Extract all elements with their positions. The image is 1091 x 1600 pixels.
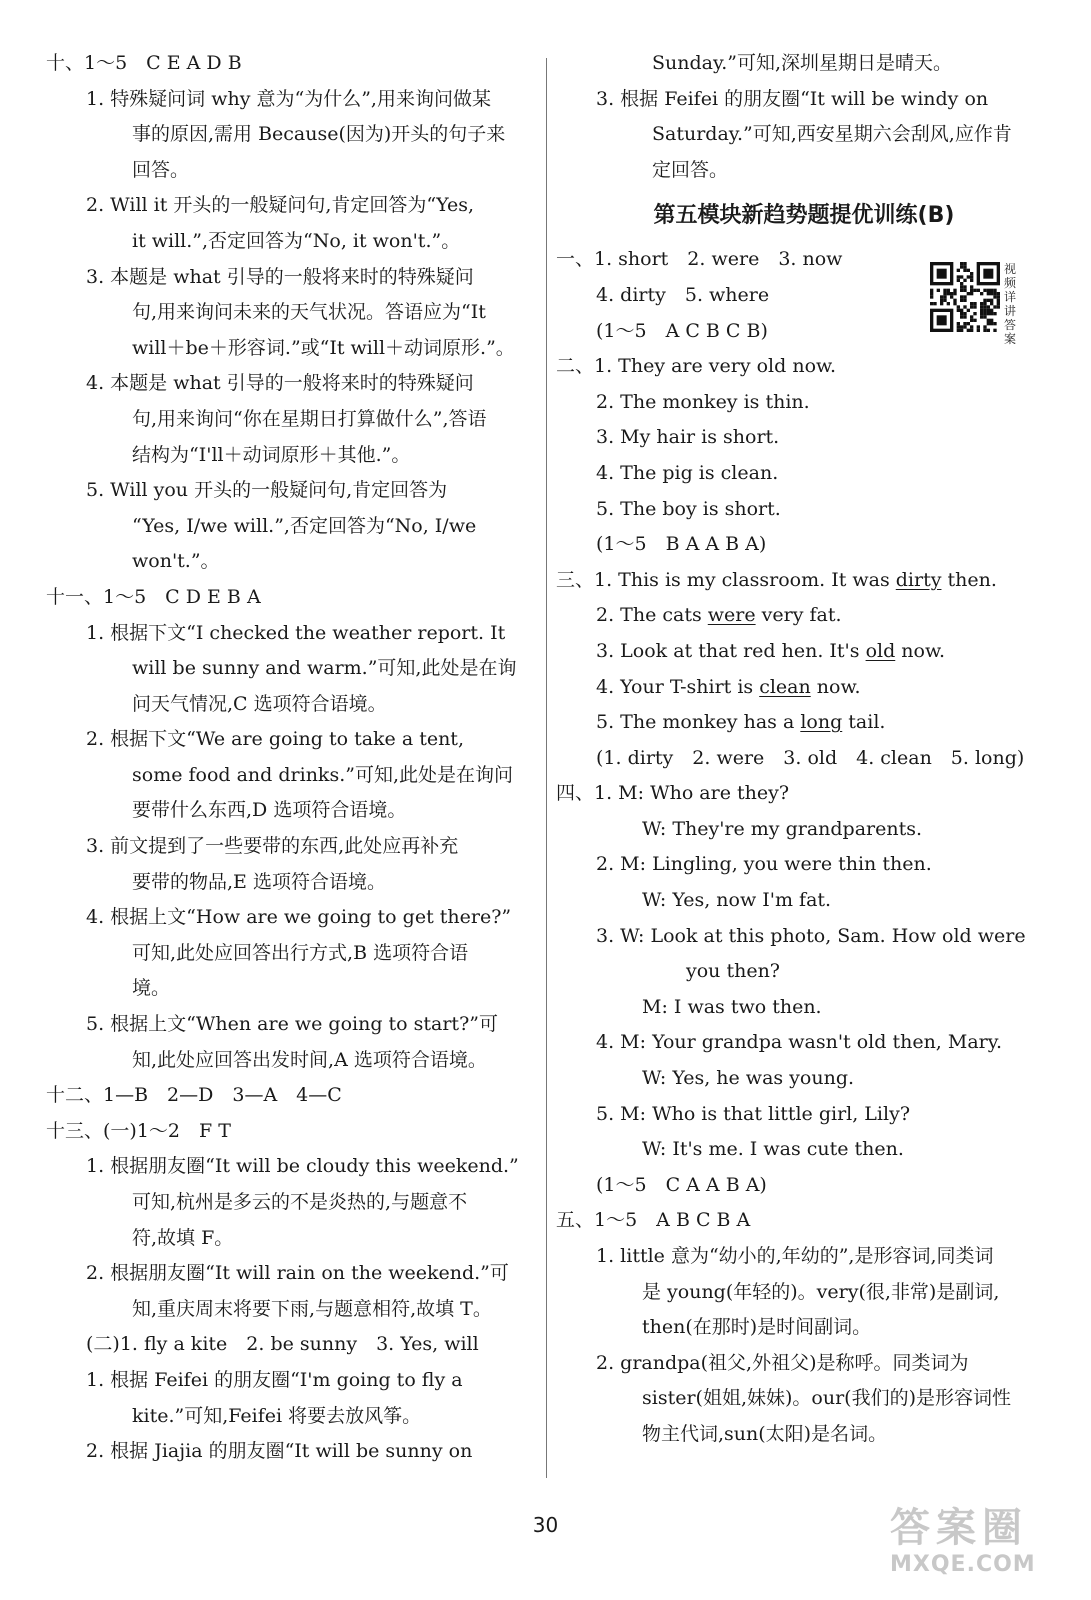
text-line: 5. Will you 开头的一般疑问句,肯定回答为	[86, 479, 448, 502]
watermark-logo	[890, 1505, 1070, 1579]
watermark-domain: MXQE.COM	[890, 1552, 1036, 1577]
line-text: very fat.	[755, 604, 842, 627]
text-line: 句,用来询问“你在星期日打算做什么”,答语	[132, 407, 487, 430]
line-text: now.	[895, 639, 946, 662]
text-line: you then?	[686, 960, 780, 983]
text-line	[556, 705, 1052, 741]
text-line: 4. The pig is clean.	[596, 461, 779, 484]
text-line: 四、1. M: Who are they?	[556, 782, 790, 805]
text-line: 5. M: Who is that little girl, Lily?	[596, 1102, 911, 1125]
text-line	[556, 598, 1052, 634]
text-line: won't.”。	[132, 550, 220, 573]
text-line: 2. 根据下文“We are going to take a tent,	[86, 728, 464, 751]
text-line: will＋be＋形容词.”或“It will＋动词原形.”。	[132, 336, 515, 359]
text-line: (1～5 B A A B A)	[596, 533, 767, 556]
text-line: 十二、1—B 2—D 3—A 4—C	[46, 1084, 342, 1107]
text-line: 2. 根据 Jiajia 的朋友圈“It will be sunny on	[86, 1440, 473, 1463]
text-line: 句,用来询问未来的天气状况。答语应为“It	[132, 301, 486, 324]
line-text: 三、1. This is my classroom. It was	[556, 568, 896, 591]
text-line: 可知,此处应回答出行方式,B 选项符合语	[132, 941, 469, 964]
text-line: 3. My hair is short.	[596, 426, 780, 449]
text-line: 事的原因,需用 Because(因为)开头的句子来	[132, 123, 506, 146]
text-line: will be sunny and warm.”可知,此处是在询	[132, 657, 517, 680]
line-text: 5. The monkey has a	[596, 711, 801, 734]
text-line: kite.”可知,Feifei 将要去放风筝。	[132, 1404, 422, 1427]
text-line: 可知,杭州是多云的不是炎热的,与题意不	[132, 1191, 468, 1213]
qr-code-icon[interactable]	[930, 262, 1000, 332]
text-line: M: I was two then.	[642, 995, 822, 1018]
underlined-word: old	[865, 639, 896, 662]
text-line: (二)1. fly a kite 2. be sunny 3. Yes, will	[86, 1333, 479, 1356]
text-line: 知,重庆周末将要下雨,与题意相符,故填 T。	[132, 1297, 492, 1320]
text-line: 2. Will it 开头的一般疑问句,肯定回答为“Yes,	[86, 194, 475, 217]
text-line: 3. 前文提到了一些要带的东西,此处应再补充	[86, 835, 459, 858]
text-line: 二、1. They are very old now.	[556, 355, 837, 378]
text-line: 4. M: Your grandpa wasn't old then, Mary.	[596, 1031, 1002, 1054]
text-line: 1. 根据下文“I checked the weather report. It	[86, 621, 506, 644]
text-line: 4. 本题是 what 引导的一般将来时的特殊疑问	[86, 372, 474, 395]
text-line: it will.”,否定回答为“No, it won't.”。	[132, 229, 461, 252]
line-text: now.	[810, 675, 861, 698]
underlined-word: clean	[759, 675, 811, 698]
text-line: 4. dirty 5. where	[596, 283, 770, 306]
text-line: W: Yes, now I'm fat.	[642, 889, 832, 912]
text-line: 2. 根据朋友圈“It will rain on the weekend.”可	[86, 1262, 509, 1285]
line-text: 3. Look at that red hen. It's	[596, 639, 866, 662]
underlined-word: were	[707, 604, 756, 627]
text-line: 5. The boy is short.	[596, 497, 781, 520]
column-divider	[546, 58, 547, 1478]
text-line: 回答。	[132, 158, 190, 181]
text-line: 问天气情况,C 选项符合语境。	[132, 692, 387, 715]
text-line: Saturday.”可知,西安星期六会刮风,应作肯	[652, 123, 1012, 146]
text-line: 物主代词,sun(太阳)是名词。	[642, 1422, 888, 1445]
text-line: 5. 根据上文“When are we going to start?”可	[86, 1013, 498, 1036]
text-line: 2. M: Lingling, you were thin then.	[596, 853, 932, 876]
right-column-answers	[556, 242, 1052, 1452]
text-line: W: It's me. I was cute then.	[642, 1138, 904, 1161]
underlined-word: dirty	[895, 568, 942, 591]
line-text: tail.	[842, 711, 886, 734]
text-line: 1. 特殊疑问词 why 意为“为什么”,用来询问做某	[86, 87, 491, 110]
text-line: (1～5 A C B C B)	[596, 319, 768, 342]
text-line: 2. The monkey is thin.	[596, 390, 810, 413]
text-line: 2. grandpa(祖父,外祖父)是称呼。同类词为	[596, 1351, 969, 1374]
text-line: 3. 根据 Feifei 的朋友圈“It will be windy on	[596, 87, 989, 110]
text-line: W: Yes, he was young.	[642, 1067, 855, 1090]
text-line	[556, 670, 1052, 706]
text-line: W: They're my grandparents.	[642, 817, 923, 840]
text-line: “Yes, I/we will.”,否定回答为“No, I/we	[132, 514, 477, 537]
text-line: Sunday.”可知,深圳星期日是晴天。	[652, 52, 952, 74]
text-line: 定回答。	[652, 158, 729, 181]
text-line: 4. 根据上文“How are we going to get there?”	[86, 906, 512, 929]
text-line: 1. 根据朋友圈“It will be cloudy this weekend.”	[86, 1155, 519, 1178]
text-line: 要带的物品,E 选项符合语境。	[132, 870, 386, 893]
text-line: 符,故填 F。	[132, 1226, 234, 1249]
text-line	[556, 563, 1052, 599]
text-line: 十一、1～5 C D E B A	[46, 585, 261, 608]
qr-code-label: 视频详讲答案	[1004, 262, 1017, 346]
underlined-word: long	[800, 711, 843, 734]
section-title: 第五模块新趋势题提优训练(B)	[653, 203, 955, 229]
text-line: 五、1～5 A B C B A	[556, 1209, 751, 1232]
text-line: 是 young(年轻的)。very(很,非常)是副词,	[642, 1280, 1000, 1303]
text-line: some food and drinks.”可知,此处是在询问	[132, 763, 513, 786]
right-column	[556, 46, 1052, 1453]
text-line: 1. 根据 Feifei 的朋友圈“I'm going to fly a	[86, 1368, 463, 1391]
text-line: 境。	[132, 977, 171, 1000]
text-line: 3. W: Look at this photo, Sam. How old were	[596, 924, 1026, 947]
text-line: 一、1. short 2. were 3. now	[556, 248, 843, 271]
line-text: then.	[941, 568, 997, 591]
watermark-text: 答案圈	[890, 1505, 1028, 1551]
right-column-continuation	[556, 46, 1052, 188]
text-line: (1～5 C A A B A)	[596, 1173, 767, 1196]
text-line: 十三、(一)1～2 F T	[46, 1119, 231, 1142]
text-line: 结构为“I'll＋动词原形＋其他.”。	[132, 443, 411, 466]
text-line: (1. dirty 2. were 3. old 4. clean 5. long)	[596, 746, 1025, 769]
left-column	[46, 46, 536, 1470]
text-line: 知,此处应回答出发时间,A 选项符合语境。	[132, 1048, 487, 1071]
text-line: sister(姐姐,妹妹)。our(我们的)是形容词性	[642, 1387, 1011, 1410]
page-number: 30	[532, 1513, 559, 1537]
text-line	[556, 634, 1052, 670]
text-line: then(在那时)是时间副词。	[642, 1316, 872, 1339]
line-text: 4. Your T-shirt is	[596, 675, 760, 698]
line-text: 2. The cats	[596, 604, 708, 627]
text-line: 要带什么东西,D 选项符合语境。	[132, 799, 407, 822]
text-line: 3. 本题是 what 引导的一般将来时的特殊疑问	[86, 265, 474, 288]
text-line: 十、1～5 C E A D B	[46, 52, 242, 74]
text-line: 1. little 意为“幼小的,年幼的”,是形容词,同类词	[596, 1245, 994, 1267]
